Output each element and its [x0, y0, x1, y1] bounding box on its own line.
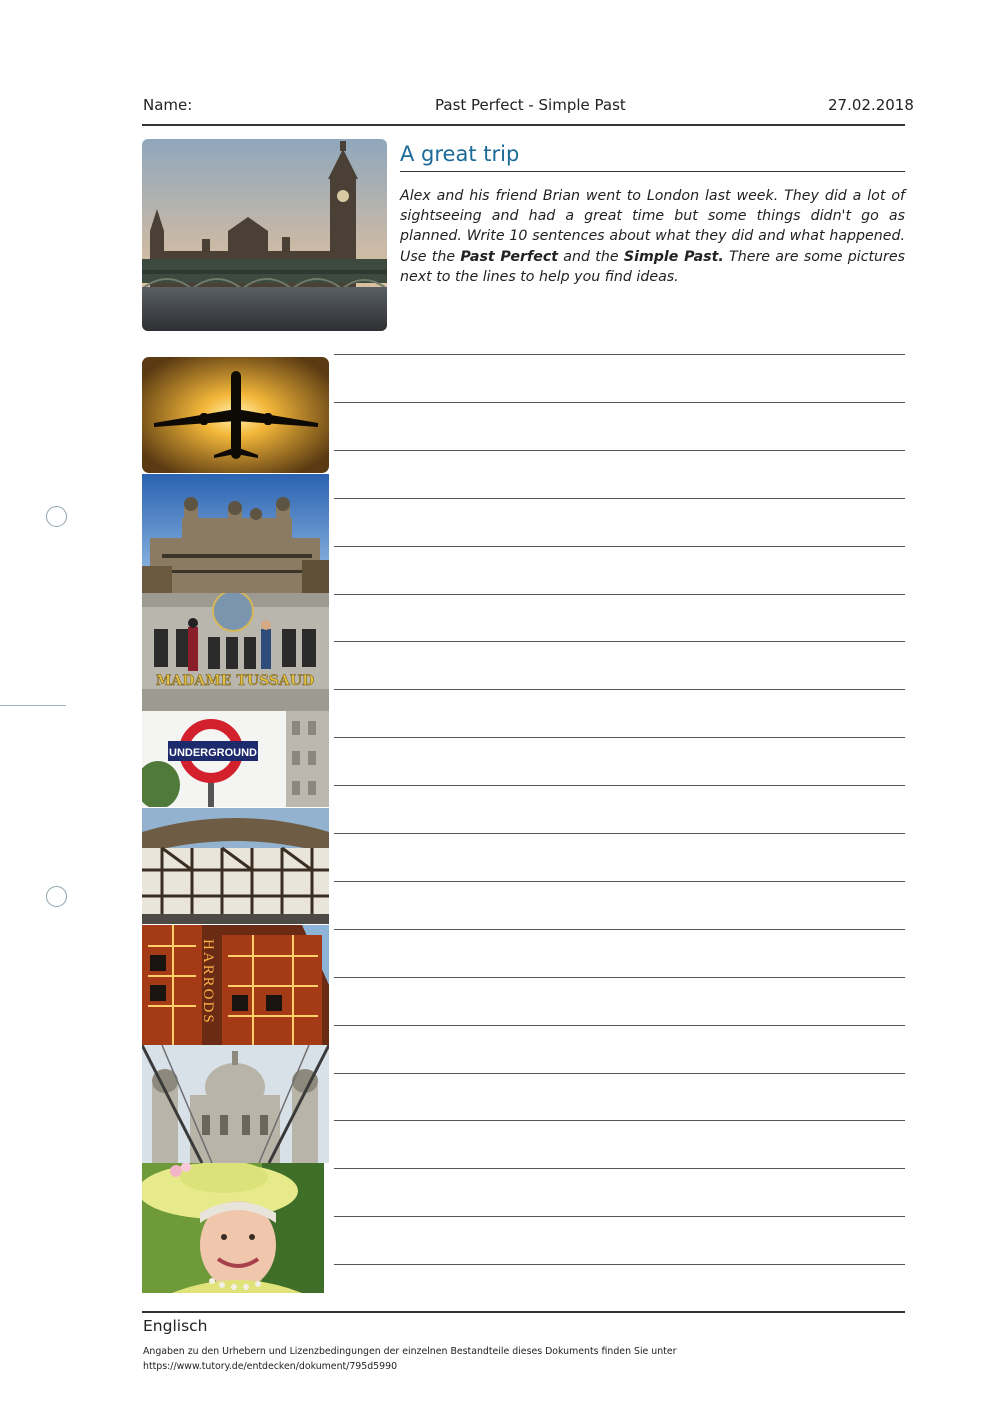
writing-line [334, 641, 905, 642]
writing-line [334, 929, 905, 930]
footer-license-note [143, 1344, 843, 1374]
writing-line [334, 354, 905, 355]
writing-line [334, 1264, 905, 1265]
underground-sign-text: UNDERGROUND [169, 747, 257, 759]
footer-subject: Englisch [143, 1317, 208, 1335]
instructions-emphasis-past-perfect: Past Perfect [460, 248, 559, 265]
instructions-part1: Alex and his friend Brian went to London last week. They did a lot of sightseeing and had a great time but some things didn't go as planned. Write 10 sentences about what they did and what happened. Use the [400, 188, 905, 265]
writing-line [334, 833, 905, 834]
tower-of-london-photo [142, 474, 329, 593]
madame-tussauds-photo [142, 593, 329, 711]
writing-line [334, 546, 905, 547]
instructions-text [400, 186, 905, 287]
writing-line [334, 450, 905, 451]
st-pauls-cathedral-photo [142, 1045, 329, 1163]
writing-line [334, 498, 905, 499]
writing-line [334, 689, 905, 690]
writing-line [334, 1120, 905, 1121]
punch-hole-top [46, 506, 67, 527]
instructions-part2: and the [558, 248, 624, 265]
writing-line [334, 785, 905, 786]
writing-line [334, 594, 905, 595]
writing-line [334, 1073, 905, 1074]
underground-sign-photo [142, 711, 329, 807]
footer-rule [142, 1311, 905, 1313]
queen-photo [142, 1163, 324, 1293]
header-rule [142, 124, 905, 126]
writing-line [334, 737, 905, 738]
airplane-photo [142, 357, 329, 473]
writing-line [334, 977, 905, 978]
punch-hole-bottom [46, 886, 67, 907]
big-ben-photo [142, 139, 387, 331]
instructions-part3: There are some pictures next to the lines to help you find ideas. [400, 248, 905, 285]
writing-line [334, 402, 905, 403]
worksheet-date: 27.02.2018 [828, 96, 914, 114]
worksheet-title: Past Perfect - Simple Past [435, 96, 626, 114]
writing-line [334, 1025, 905, 1026]
footer-license-line1: Angaben zu den Urhebern und Lizenzbedingungen der einzelnen Bestandteile dieses Dokuments finden Sie unter [143, 1346, 677, 1357]
name-label: Name: [143, 96, 193, 114]
harrods-photo [142, 925, 329, 1045]
harrods-sign: HARRODS [200, 939, 216, 1025]
section-title-rule [400, 171, 905, 172]
instructions-emphasis-simple-past: Simple Past. [623, 248, 724, 265]
writing-line [334, 1216, 905, 1217]
madame-tussaud-sign: MADAME TUSSAUD [155, 673, 315, 689]
writing-line [334, 1168, 905, 1169]
footer-license-url: https://www.tutory.de/entdecken/dokument/795d5990 [143, 1361, 398, 1372]
globe-theatre-photo [142, 808, 329, 924]
section-title: A great trip [400, 142, 520, 166]
fold-mark [0, 705, 66, 706]
writing-line [334, 881, 905, 882]
